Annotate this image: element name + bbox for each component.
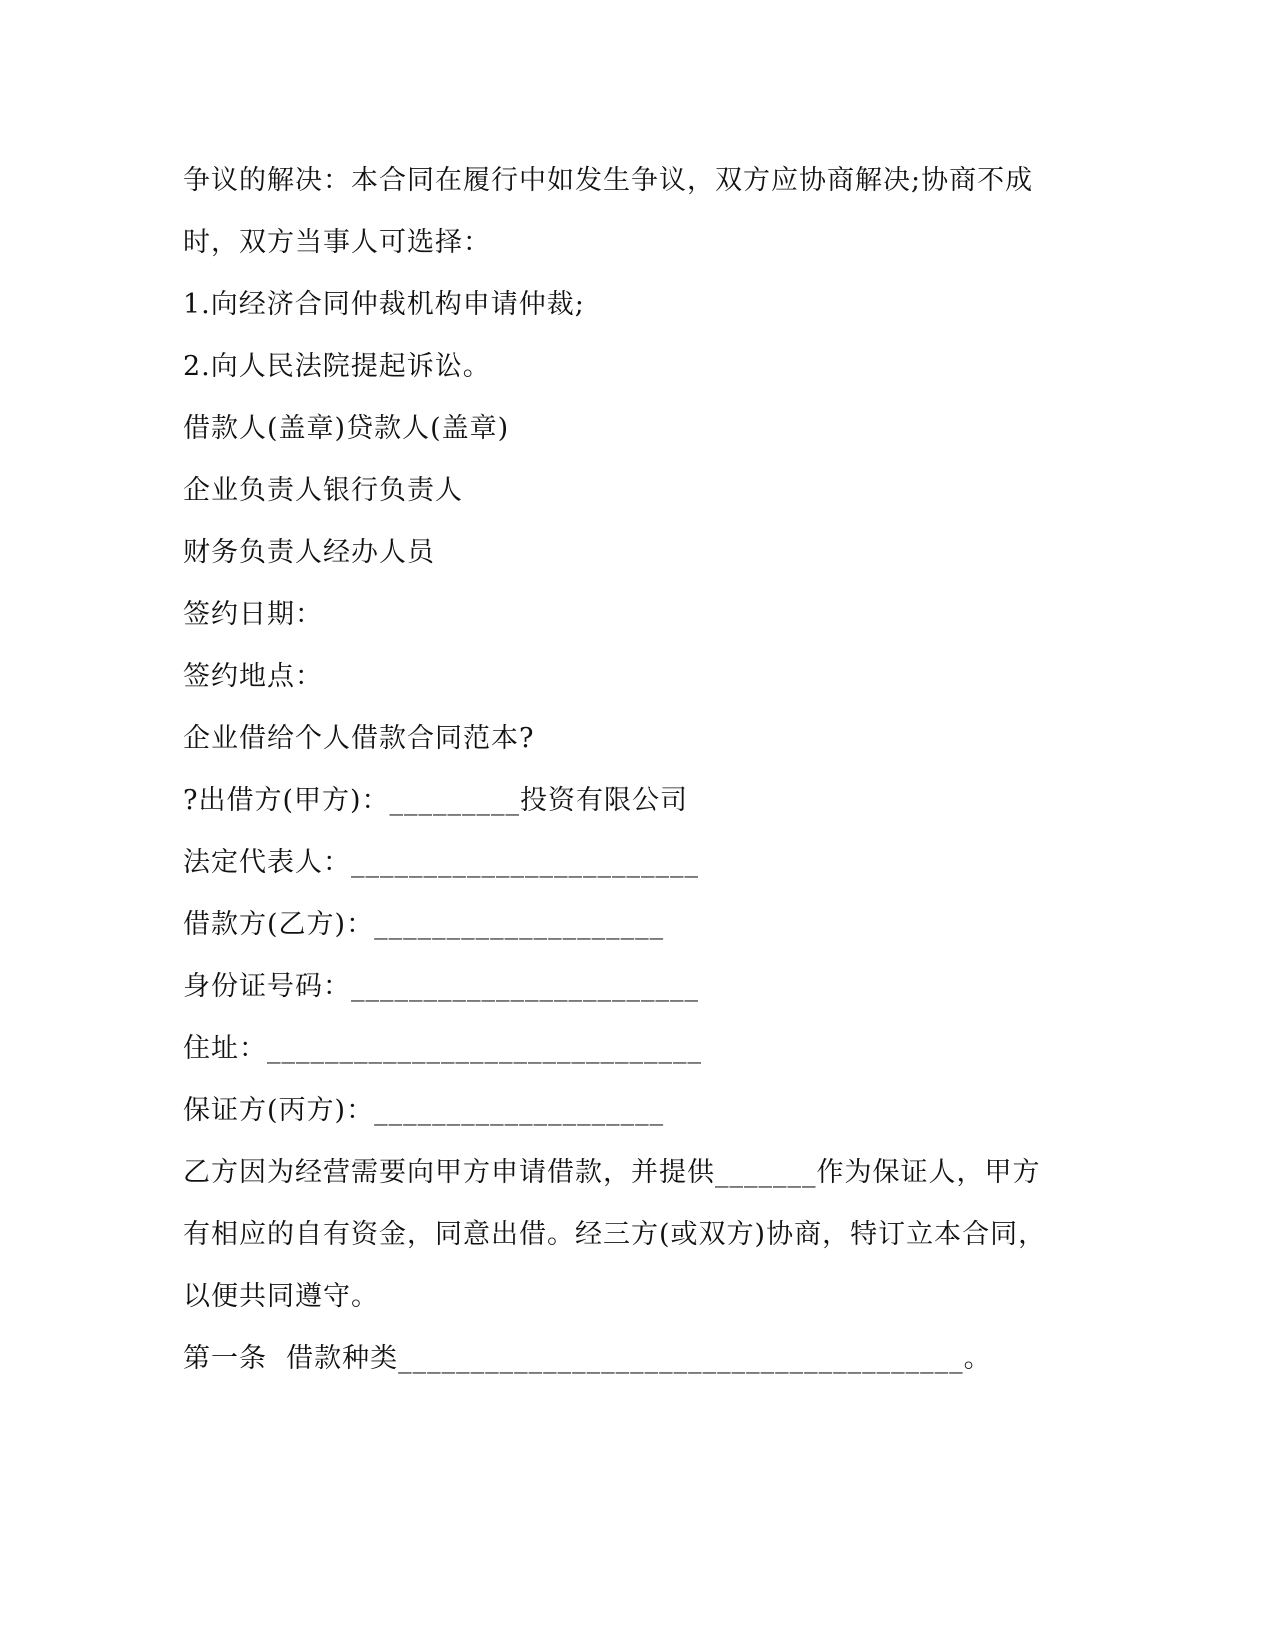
guarantor-field: 保证方(丙方)：____________________ — [183, 1095, 665, 1126]
legal-representative-field: 法定代表人：________________________ — [183, 847, 699, 878]
paragraph-dispute-resolution-line-1: 争议的解决：本合同在履行中如发生争议，双方应协商解决;协商不成 — [183, 165, 1034, 196]
signature-responsible-line: 企业负责人银行负责人 — [183, 475, 463, 506]
preamble-line-2: 有相应的自有资金，同意出借。经三方(或双方)协商，特订立本合同， — [183, 1219, 1047, 1250]
signing-place: 签约地点： — [183, 661, 323, 692]
option-litigation: 2.向人民法院提起诉讼。 — [183, 351, 491, 382]
signature-finance-line: 财务负责人经办人员 — [183, 537, 435, 568]
lender-field: ?出借方(甲方)：_________投资有限公司 — [183, 785, 689, 816]
option-arbitration: 1.向经济合同仲裁机构申请仲裁; — [183, 289, 585, 320]
section-title: 企业借给个人借款合同范本? — [183, 723, 535, 754]
id-number-field: 身份证号码：________________________ — [183, 971, 699, 1002]
signing-date: 签约日期： — [183, 599, 323, 630]
article-1-loan-type: 第一条 借款种类_______________________________________。 — [183, 1343, 992, 1374]
paragraph-dispute-resolution-line-2: 时，双方当事人可选择： — [183, 227, 491, 258]
preamble-line-3: 以便共同遵守。 — [183, 1281, 379, 1312]
address-field: 住址：______________________________ — [183, 1033, 702, 1064]
preamble-line-1: 乙方因为经营需要向甲方申请借款，并提供_______作为保证人，甲方 — [183, 1157, 1041, 1188]
signature-seal-line: 借款人(盖章)贷款人(盖章) — [183, 413, 510, 444]
borrower-field: 借款方(乙方)：____________________ — [183, 909, 665, 940]
